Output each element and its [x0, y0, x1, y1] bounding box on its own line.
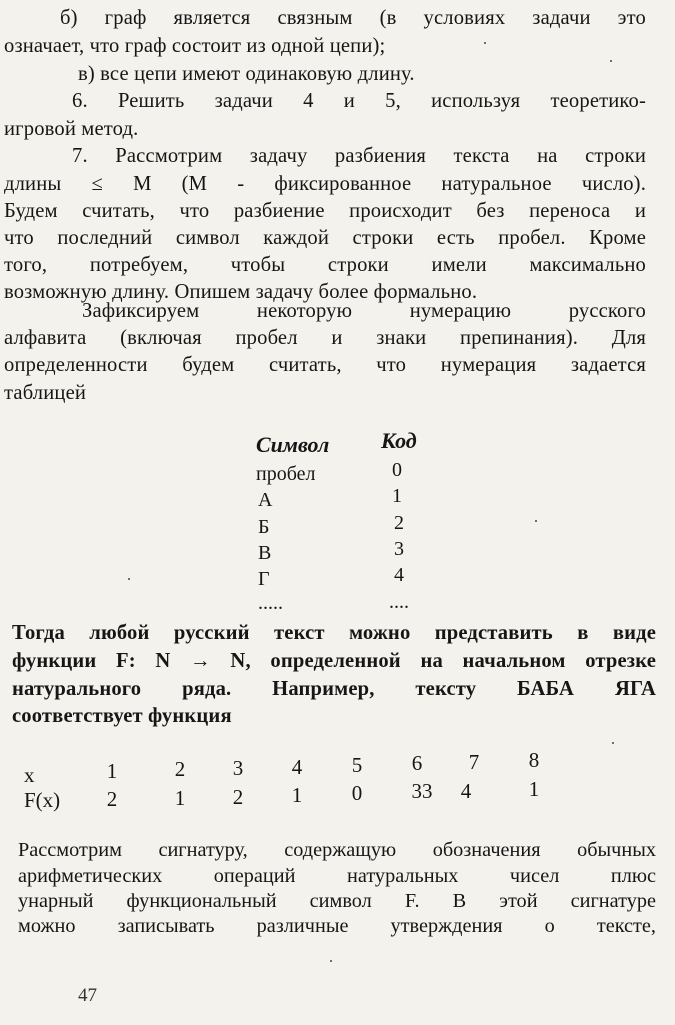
table-cell-code: 3: [394, 538, 404, 560]
scan-speck: [612, 742, 614, 744]
fx-value: 33: [411, 779, 433, 803]
text-line: можно записывать различные утверждения о тексте,: [18, 915, 656, 937]
fx-label: F(x): [24, 788, 61, 812]
fx-value: 4: [460, 779, 472, 803]
text-line: Тогда любой русский текст можно представить в виде: [12, 622, 656, 644]
table-cell-symbol: А: [258, 489, 273, 511]
x-value: 1: [106, 759, 118, 783]
x-value: 4: [291, 755, 303, 779]
text-line: арифметических операций натуральных чисел плюс: [18, 865, 656, 887]
text-line: в) все цепи имеют одинаковую длину.: [78, 63, 415, 85]
text-line: длины ≤ M (M - фиксированное натуральное число).: [4, 173, 646, 195]
fx-value: 1: [174, 786, 186, 810]
text-line: Рассмотрим сигнатуру, содержащую обозначения обычных: [18, 839, 656, 861]
table-cell-code: 1: [392, 485, 402, 507]
text-line: алфавита (включая пробел и знаки препинания). Для: [4, 327, 646, 349]
text-line: натурального ряда. Например, тексту БАБА ЯГА: [12, 678, 656, 700]
table-cell-code: 4: [394, 564, 404, 586]
x-value: 3: [232, 756, 244, 780]
table-cell-symbol: Б: [258, 516, 270, 538]
fx-value: 0: [351, 781, 363, 805]
fx-value: 1: [528, 777, 540, 801]
text-line: 7. Рассмотрим задачу разбиения текста на строки: [72, 145, 646, 167]
fx-value: 2: [106, 787, 118, 811]
table-cell-symbol: пробел: [256, 463, 316, 485]
text-line: что последний символ каждой строки есть пробел. Кроме: [4, 227, 646, 249]
fx-value: 1: [291, 783, 303, 807]
scan-speck: [484, 42, 486, 44]
text-line: 6. Решить задачи 4 и 5, используя теоретико-: [72, 90, 646, 112]
table-cell-symbol: Г: [258, 568, 270, 590]
scan-speck: [610, 60, 612, 62]
text-line: того, потребуем, чтобы строки имели максимально: [4, 254, 646, 276]
text-line: определенности будем считать, что нумерация задается: [4, 354, 646, 376]
scan-speck: [128, 578, 130, 580]
text-line: соответствует функция: [12, 705, 232, 727]
x-value: 7: [468, 750, 480, 774]
scan-speck: [330, 960, 332, 962]
x-value: 5: [351, 753, 363, 777]
x-label: x: [24, 763, 35, 787]
fx-value: 2: [232, 785, 244, 809]
table-header-code: Код: [381, 428, 417, 453]
text-line: Будем считать, что разбиение происходит без переноса и: [4, 200, 646, 222]
x-value: 6: [411, 751, 423, 775]
table-cell-symbol: В: [258, 542, 272, 564]
x-value: 8: [528, 748, 540, 772]
text-line: означает, что граф состоит из одной цепи);: [4, 35, 386, 57]
table-cell-symbol: .....: [258, 592, 283, 614]
page-number: 47: [78, 985, 97, 1006]
x-value: 2: [174, 757, 186, 781]
text-line: возможную длину. Опишем задачу более формально.: [4, 281, 478, 303]
table-cell-code: ....: [389, 591, 409, 613]
text-line: игровой метод.: [4, 118, 139, 140]
text-line: б) граф является связным (в условиях задачи это: [60, 7, 646, 29]
table-cell-code: 0: [392, 459, 402, 481]
scan-speck: [535, 520, 537, 522]
text-line: унарный функциональный символ F. В этой сигнатуре: [18, 890, 656, 912]
text-line: Зафиксируем некоторую нумерацию русского: [82, 300, 646, 322]
table-header-symbol: Символ: [256, 432, 330, 457]
text-line: функции F: N → N, определенной на начальном отрезке: [12, 650, 656, 672]
table-cell-code: 2: [394, 512, 404, 534]
text-line: таблицей: [4, 382, 87, 404]
